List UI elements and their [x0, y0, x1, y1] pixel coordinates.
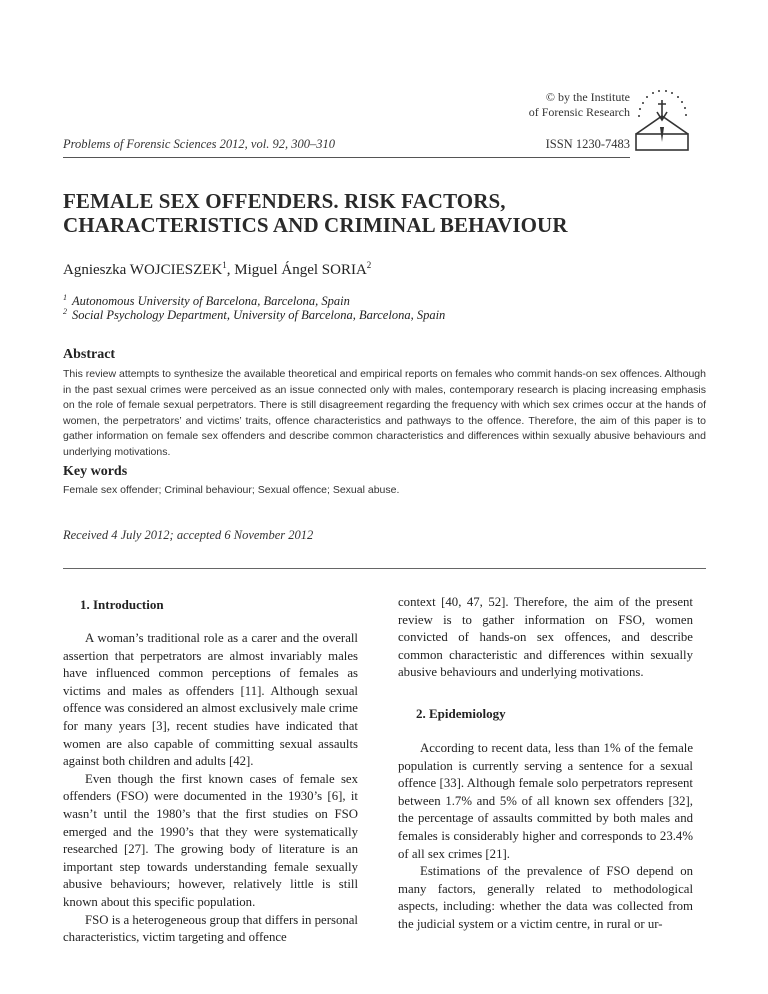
paragraph: Even though the first known cases of female sex offenders (FSO) were documented in the 1930’s [6], it wasn’t until the 1980’s that the first studies on FSO emerged and the 1990’s that they were systematically researched [27]. The growing body of literature is an important step towards understanding female sexually abusive behaviours; however, relatively little is still known about this specific population.: [63, 771, 358, 909]
copyright-notice: [430, 90, 630, 120]
affiliation-text: Autonomous University of Barcelona, Barcelona, Spain: [72, 294, 350, 309]
affiliation: [63, 307, 703, 323]
abstract-heading: Abstract: [63, 347, 116, 362]
header-divider: [63, 157, 630, 158]
right-column: [398, 740, 693, 934]
paragraph: FSO is a heterogeneous group that differs in personal characteristics, victim targeting and offence: [63, 912, 358, 945]
abstract-text: This review attempts to synthesize the available theoretical and empirical reports on females who commit hands-on sex offences. Although in the past sexual crimes were perceived as an issue connected only with males, contemporary research is placing increasing emphasis on the role of female sexual perpetrators. There is still disagreement regarding the frequency with which sex crimes occur at the hands of women, the perpetrators’ and victims’ traits, offence characteristics and pathways to the offence. Therefore, the aim of this paper is to gather information on female sex offenders and describe common characteristics and differences within sexually abusive behaviours and underlying motivations.: [63, 368, 706, 458]
received-dates: Received 4 July 2012; accepted 6 November 2012: [63, 528, 314, 542]
section-heading-introduction: 1. Introduction: [80, 597, 164, 612]
keywords-text: Female sex offender; Criminal behaviour; Sexual offence; Sexual abuse.: [63, 484, 400, 496]
article-title: FEMALE SEX OFFENDERS. RISK FACTORS, CHARACTERISTICS AND CRIMINAL BEHAVIOUR: [63, 189, 568, 237]
section-divider: [63, 568, 706, 569]
paragraph: Estimations of the prevalence of FSO depend on many factors, generally related to methodological aspects, including: whether the data was collected from the judicial system or a victim centre, in rural or ur-: [398, 864, 693, 931]
affiliation-text: Social Psychology Department, University of Barcelona, Barcelona, Spain: [72, 308, 446, 323]
author-list: [63, 260, 371, 279]
author-affiliation-mark: 2: [366, 260, 372, 270]
paragraph: context [40, 47, 52]. Therefore, the aim of the present review is to gather information on FSO, women convicted of hands-on sex offences, and describe common characteristic and differences within sexually abusive behaviours and underlying motivations.: [398, 595, 693, 680]
paragraph: A woman’s traditional role as a carer and the overall assertion that perpetrators are almost invariably males have influenced common perceptions of females as victims and males as offenders [11]. Although sexual offence was considered an almost exclusively male crime for many years [3], recent studies have indicated that women are also capable of committing sexual assaults against both children and adults [42].: [63, 631, 358, 769]
left-column: [63, 630, 358, 947]
affiliation-number: 1: [63, 293, 67, 302]
keywords-heading: Key words: [63, 464, 128, 479]
paragraph: According to recent data, less than 1% of the female population is currently serving a sentence for a sexual offence [33]. Although female solo perpetrators represent between 1.7% and 5% of all known sex offenders [32], the percentage of assaults committed by both males and females is considerably higher and corresponds to 23.4% of all sex crimes [21].: [398, 741, 693, 861]
section-heading-epidemiology: 2. Epidemiology: [416, 706, 506, 721]
copyright-line-1: © by the Institute: [545, 90, 630, 104]
author-separator: ,: [226, 262, 235, 278]
issn: ISSN 1230-7483: [545, 137, 630, 151]
institute-logo-icon: [633, 82, 691, 154]
affiliation-number: 2: [63, 307, 67, 316]
author-name: Agnieszka WOJCIESZEK: [63, 262, 223, 278]
journal-citation: Problems of Forensic Sciences 2012, vol. 92, 300–310: [63, 137, 335, 151]
author-affiliation-mark: 1: [222, 260, 227, 270]
right-column-continuation: [398, 594, 693, 682]
copyright-line-2: of Forensic Research: [528, 105, 630, 119]
author-name: Miguel Ángel SORIA: [234, 262, 367, 278]
